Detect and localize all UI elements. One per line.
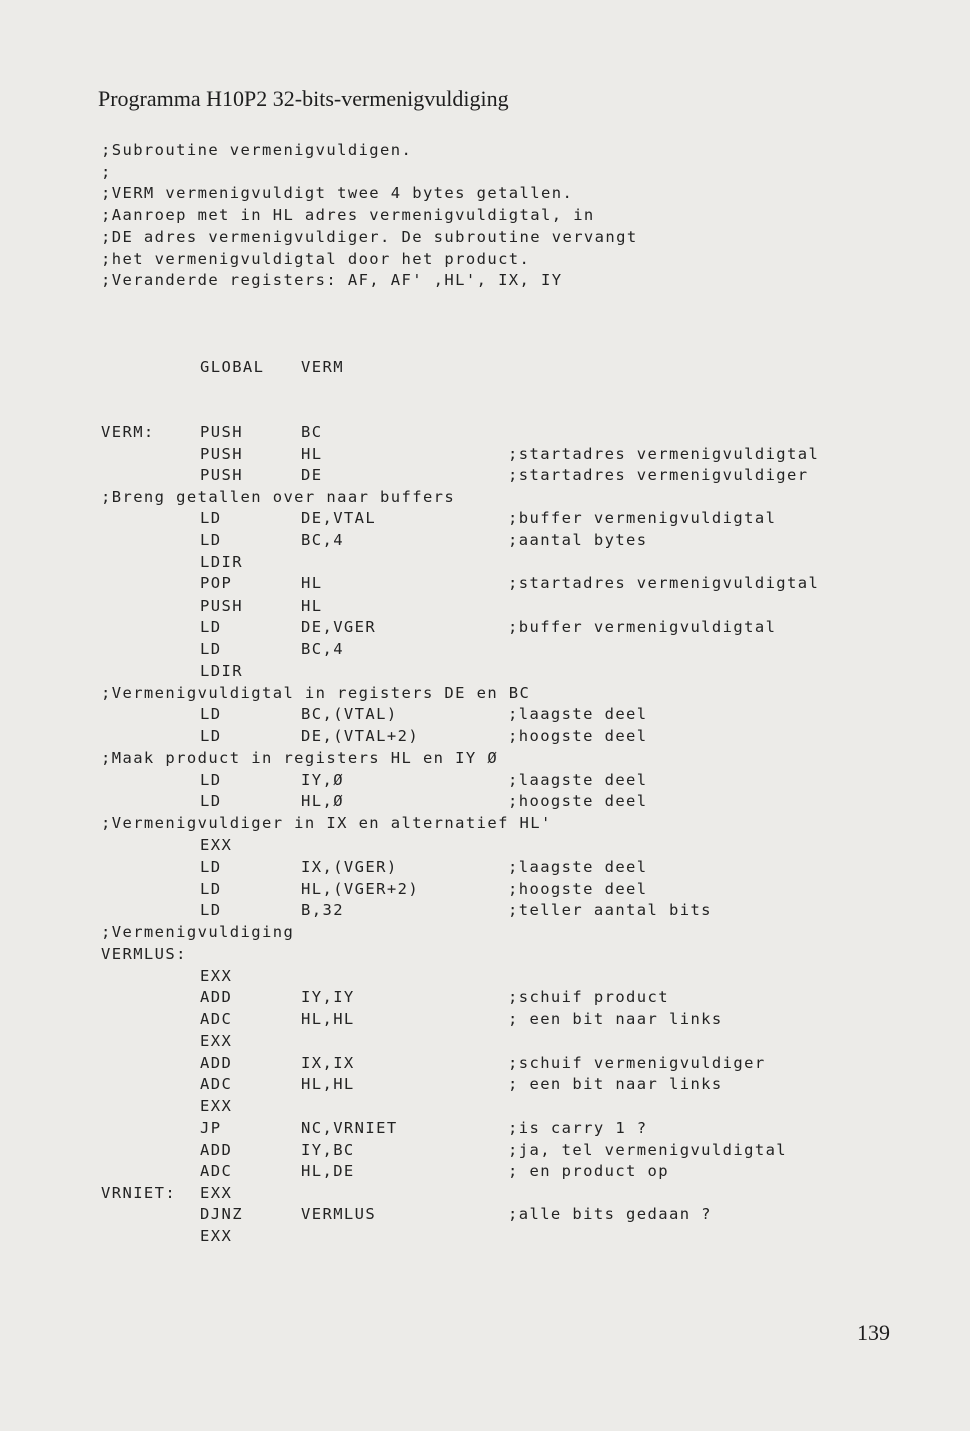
code-operand: HL,HL	[301, 1010, 355, 1028]
code-line	[0, 531, 970, 553]
code-mnemonic: EXX	[200, 967, 233, 985]
code-comment: ;hoogste deel	[508, 792, 648, 810]
code-line	[0, 662, 970, 684]
code-line	[0, 1032, 970, 1054]
code-label: ;Aanroep met in HL adres vermenigvuldigtal, in	[101, 206, 595, 224]
code-line	[0, 358, 970, 380]
code-mnemonic: EXX	[200, 836, 233, 854]
code-mnemonic: JP	[200, 1119, 222, 1137]
code-line	[0, 1141, 970, 1163]
code-operand: HL	[301, 574, 323, 592]
code-comment: ;alle bits gedaan ?	[508, 1205, 712, 1223]
code-operand: HL,(VGER+2)	[301, 880, 420, 898]
code-mnemonic: ADC	[200, 1010, 233, 1028]
code-operand: IY,IY	[301, 988, 355, 1006]
code-line	[0, 509, 970, 531]
code-label: VERM:	[101, 423, 155, 441]
code-comment: ;startadres vermenigvuldigtal	[508, 574, 820, 592]
code-comment: ;schuif vermenigvuldiger	[508, 1054, 766, 1072]
code-mnemonic: LD	[200, 618, 222, 636]
code-label: ;het vermenigvuldigtal door het product.	[101, 250, 531, 268]
code-comment: ;aantal bytes	[508, 531, 648, 549]
code-comment: ;is carry 1 ?	[508, 1119, 648, 1137]
page-title: Programma H10P2 32-bits-vermenigvuldiging	[98, 86, 509, 111]
code-label: ;Vermenigvuldiger in IX en alternatief HL'	[101, 814, 552, 832]
code-line	[0, 597, 970, 619]
code-operand: BC	[301, 423, 323, 441]
code-line	[0, 184, 970, 206]
code-operand: BC,(VTAL)	[301, 705, 398, 723]
code-mnemonic: PUSH	[200, 597, 243, 615]
code-operand: IX,IX	[301, 1054, 355, 1072]
code-comment: ;laagste deel	[508, 858, 648, 876]
code-mnemonic: LD	[200, 792, 222, 810]
code-operand: BC,4	[301, 531, 344, 549]
code-line	[0, 988, 970, 1010]
code-mnemonic: ADC	[200, 1162, 233, 1180]
code-label: ;Breng getallen over naar buffers	[101, 488, 456, 506]
code-operand: VERMLUS	[301, 1205, 377, 1223]
code-mnemonic: PUSH	[200, 466, 243, 484]
code-line	[0, 466, 970, 488]
code-label: ;Vermenigvuldiging	[101, 923, 295, 941]
code-label: ;DE adres vermenigvuldiger. De subroutine vervangt	[101, 228, 638, 246]
code-mnemonic: EXX	[200, 1227, 233, 1245]
code-mnemonic: POP	[200, 574, 233, 592]
code-mnemonic: LD	[200, 901, 222, 919]
code-mnemonic: ADD	[200, 1141, 233, 1159]
code-comment: ;hoogste deel	[508, 727, 648, 745]
code-operand: NC,VRNIET	[301, 1119, 398, 1137]
code-comment: ;buffer vermenigvuldigtal	[508, 509, 777, 527]
code-label: ;	[101, 163, 112, 181]
code-line	[0, 836, 970, 858]
code-comment: ; en product op	[508, 1162, 669, 1180]
code-line	[0, 1205, 970, 1227]
code-line	[0, 945, 970, 967]
code-mnemonic: ADD	[200, 1054, 233, 1072]
code-line	[0, 967, 970, 989]
code-line	[0, 250, 970, 272]
code-line	[0, 618, 970, 640]
code-operand: B,32	[301, 901, 344, 919]
code-line	[0, 574, 970, 596]
code-line	[0, 1054, 970, 1076]
code-label: ;Vermenigvuldigtal in registers DE en BC	[101, 684, 531, 702]
code-mnemonic: ADC	[200, 1075, 233, 1093]
code-mnemonic: PUSH	[200, 423, 243, 441]
code-mnemonic: LD	[200, 531, 222, 549]
code-label: VRNIET:	[101, 1184, 177, 1202]
code-label: VERMLUS:	[101, 945, 187, 963]
code-line	[0, 705, 970, 727]
code-comment: ;laagste deel	[508, 771, 648, 789]
code-label: ;VERM vermenigvuldigt twee 4 bytes getallen.	[101, 184, 574, 202]
code-line	[0, 880, 970, 902]
code-operand: DE,VTAL	[301, 509, 377, 527]
code-comment: ;hoogste deel	[508, 880, 648, 898]
code-comment: ;teller aantal bits	[508, 901, 712, 919]
code-comment: ;schuif product	[508, 988, 669, 1006]
code-line	[0, 206, 970, 228]
code-operand: DE,VGER	[301, 618, 377, 636]
code-comment: ;startadres vermenigvuldiger	[508, 466, 809, 484]
code-operand: DE	[301, 466, 323, 484]
code-mnemonic: DJNZ	[200, 1205, 243, 1223]
code-comment: ;buffer vermenigvuldigtal	[508, 618, 777, 636]
code-line	[0, 923, 970, 945]
code-line	[0, 1162, 970, 1184]
code-line	[0, 814, 970, 836]
code-line	[0, 271, 970, 293]
code-line	[0, 684, 970, 706]
code-mnemonic: LD	[200, 640, 222, 658]
code-operand: IX,(VGER)	[301, 858, 398, 876]
code-line	[0, 792, 970, 814]
page-number: 139	[857, 1320, 890, 1345]
code-line	[0, 163, 970, 185]
code-mnemonic: EXX	[200, 1032, 233, 1050]
code-operand: HL,DE	[301, 1162, 355, 1180]
code-operand: HL	[301, 597, 323, 615]
code-line	[0, 1075, 970, 1097]
code-line	[0, 228, 970, 250]
code-mnemonic: ADD	[200, 988, 233, 1006]
code-mnemonic: LD	[200, 727, 222, 745]
code-mnemonic: PUSH	[200, 445, 243, 463]
code-mnemonic: LDIR	[200, 662, 243, 680]
code-label: ;Veranderde registers: AF, AF' ,HL', IX, IY	[101, 271, 563, 289]
code-label: ;Subroutine vermenigvuldigen.	[101, 141, 413, 159]
code-line	[0, 1184, 970, 1206]
code-mnemonic: LD	[200, 509, 222, 527]
code-line	[0, 901, 970, 923]
code-comment: ; een bit naar links	[508, 1010, 723, 1028]
code-operand: HL,Ø	[301, 792, 344, 810]
code-mnemonic: EXX	[200, 1097, 233, 1115]
code-line	[0, 1227, 970, 1249]
code-line	[0, 445, 970, 467]
code-line	[0, 1119, 970, 1141]
code-line	[0, 727, 970, 749]
code-mnemonic: LD	[200, 880, 222, 898]
code-mnemonic: LD	[200, 705, 222, 723]
code-comment: ; een bit naar links	[508, 1075, 723, 1093]
code-mnemonic: GLOBAL	[200, 358, 265, 376]
code-operand: VERM	[301, 358, 344, 376]
code-comment: ;laagste deel	[508, 705, 648, 723]
code-label: ;Maak product in registers HL en IY Ø	[101, 749, 499, 767]
code-comment: ;startadres vermenigvuldigtal	[508, 445, 820, 463]
code-line	[0, 771, 970, 793]
code-line	[0, 1097, 970, 1119]
code-line	[0, 141, 970, 163]
code-line	[0, 640, 970, 662]
code-operand: IY,Ø	[301, 771, 344, 789]
code-operand: HL	[301, 445, 323, 463]
code-comment: ;ja, tel vermenigvuldigtal	[508, 1141, 788, 1159]
code-mnemonic: EXX	[200, 1184, 233, 1202]
code-line	[0, 858, 970, 880]
code-line	[0, 553, 970, 575]
code-mnemonic: LDIR	[200, 553, 243, 571]
code-mnemonic: LD	[200, 771, 222, 789]
code-line	[0, 488, 970, 510]
code-line	[0, 423, 970, 445]
code-mnemonic: LD	[200, 858, 222, 876]
code-line	[0, 749, 970, 771]
code-line	[0, 1010, 970, 1032]
code-operand: HL,HL	[301, 1075, 355, 1093]
code-operand: DE,(VTAL+2)	[301, 727, 420, 745]
code-operand: IY,BC	[301, 1141, 355, 1159]
code-operand: BC,4	[301, 640, 344, 658]
